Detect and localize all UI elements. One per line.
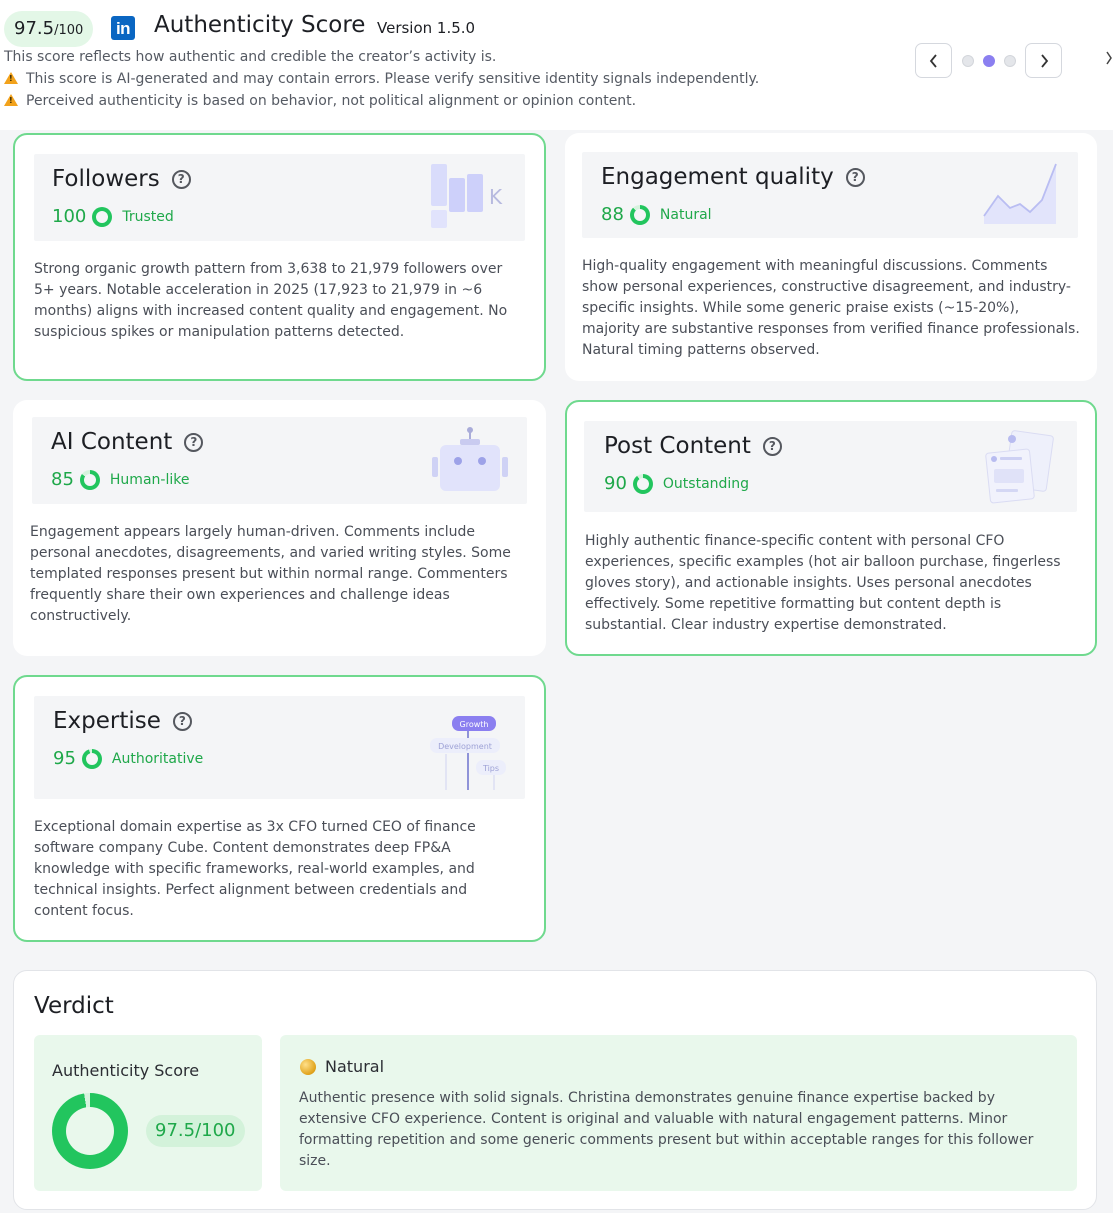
help-icon[interactable]: ? bbox=[763, 437, 782, 456]
prev-button[interactable] bbox=[915, 43, 952, 78]
card-score bbox=[53, 748, 203, 769]
followers-bars-icon bbox=[429, 162, 509, 228]
robot-icon bbox=[430, 425, 510, 495]
card-title bbox=[53, 708, 192, 734]
overall-score-value: 97.5 bbox=[14, 18, 55, 39]
score-ring-icon bbox=[82, 749, 102, 769]
score-value: 90 bbox=[604, 473, 627, 494]
verdict-state-text: Natural bbox=[325, 1057, 385, 1076]
score-ring-icon bbox=[80, 470, 100, 490]
pagination-dot-1[interactable] bbox=[962, 55, 974, 67]
score-label: Natural bbox=[659, 206, 712, 223]
card-engagement-quality[interactable] bbox=[565, 133, 1097, 381]
card-expertise[interactable] bbox=[13, 675, 546, 942]
next-button[interactable] bbox=[1025, 43, 1062, 78]
help-icon[interactable]: ? bbox=[846, 168, 865, 187]
warning-icon bbox=[4, 94, 18, 106]
post-documents-icon bbox=[982, 429, 1062, 505]
verdict-panel bbox=[13, 970, 1097, 1210]
chevron-right-icon bbox=[1039, 54, 1049, 68]
card-title-text: Expertise bbox=[53, 708, 161, 734]
card-body: Strong organic growth pattern from 3,638 to 21,979 followers over 5+ years. Notable acceleration in 2025 (17,923 to 21,979 in ~6 months) aligns with increased content quality and engagement. No suspicious spikes or manipulation patterns detected. bbox=[34, 261, 508, 340]
verdict-score-box bbox=[34, 1035, 262, 1191]
card-title bbox=[51, 429, 203, 455]
card-body: High-quality engagement with meaningful discussions. Comments show personal experiences, constructive disagreement, and industry-specific insights. While some generic praise exists (~15-20%), majority are substantive responses from verified finance professionals. Natural timing patterns observed. bbox=[582, 258, 1080, 358]
warning-icon bbox=[4, 72, 18, 84]
verdict-score-value: 97.5/100 bbox=[146, 1115, 245, 1147]
illustration-k-text: K bbox=[489, 185, 503, 209]
card-engagement-header bbox=[582, 152, 1078, 238]
edge-cursor-icon bbox=[1105, 48, 1113, 68]
score-ring-icon bbox=[633, 474, 653, 494]
card-score bbox=[51, 469, 189, 490]
header bbox=[0, 0, 1113, 130]
card-body: Exceptional domain expertise as 3x CFO turned CEO of finance software company Cube. Content demonstrates deep FP&A knowledge with specific frameworks, real-world examples, and technical insights. Perfect alignment between credentials and content focus. bbox=[34, 819, 476, 919]
score-value: 95 bbox=[53, 748, 76, 769]
card-title-text: Followers bbox=[52, 166, 160, 192]
version-label: Version 1.5.0 bbox=[377, 19, 476, 37]
card-post-content-header bbox=[584, 421, 1077, 512]
help-icon[interactable]: ? bbox=[172, 170, 191, 189]
gold-coin-icon bbox=[300, 1059, 316, 1075]
card-body: Engagement appears largely human-driven. Comments include personal anecdotes, disagreements, and varied writing styles. Some templated responses present but within normal range. Commenters frequently share their own experiences and challenge ideas constructively. bbox=[30, 524, 511, 624]
card-followers[interactable] bbox=[13, 133, 546, 381]
card-title-text: Engagement quality bbox=[601, 164, 834, 190]
warning-text-political: Perceived authenticity is based on behavior, not political alignment or opinion content. bbox=[26, 93, 637, 109]
warning-text-ai: This score is AI-generated and may contain errors. Please verify sensitive identity signals independently. bbox=[26, 71, 760, 87]
warning-line-political bbox=[4, 93, 636, 109]
verdict-donut-icon bbox=[52, 1093, 128, 1169]
help-icon[interactable]: ? bbox=[184, 433, 203, 452]
card-ai-content-header bbox=[32, 417, 527, 504]
verdict-title: Verdict bbox=[34, 993, 114, 1019]
card-score bbox=[52, 206, 174, 227]
card-body: Highly authentic finance-specific content with personal CFO experiences, specific examples (hot air balloon purchase, fingerless gloves story), and actionable insights. Uses personal anecdotes effectively. Some repetitive formatting but content depth is substantial. Clear industry expertise demonstrated. bbox=[585, 533, 1061, 633]
score-label: Outstanding bbox=[662, 475, 750, 492]
tag-growth-text: Growth bbox=[459, 720, 489, 729]
card-followers-header bbox=[34, 154, 525, 241]
card-expertise-header bbox=[34, 696, 525, 799]
card-ai-content[interactable] bbox=[13, 400, 546, 656]
card-title bbox=[52, 166, 191, 192]
card-post-content[interactable] bbox=[565, 400, 1097, 656]
card-title-text: Post Content bbox=[604, 433, 751, 459]
verdict-state bbox=[300, 1057, 384, 1076]
verdict-score-label: Authenticity Score bbox=[52, 1061, 200, 1080]
overall-score-badge bbox=[4, 11, 93, 47]
pagination-dot-2[interactable] bbox=[983, 55, 995, 67]
verdict-text: Authentic presence with solid signals. Christina demonstrates genuine finance expertise backed by extensive CFO experience. Content is original and valuable with natural engagement patterns. Minor formatting repetition and some generic comments present but within acceptable ranges for this follower size. bbox=[299, 1090, 1034, 1169]
score-ring-icon bbox=[630, 205, 650, 225]
score-label: Trusted bbox=[122, 208, 174, 225]
card-title bbox=[601, 164, 865, 190]
chevron-left-icon bbox=[929, 54, 939, 68]
score-value: 100 bbox=[52, 206, 87, 227]
expertise-tree-icon bbox=[426, 714, 516, 792]
help-icon[interactable]: ? bbox=[173, 712, 192, 731]
card-title bbox=[604, 433, 782, 459]
card-title-text: AI Content bbox=[51, 429, 173, 455]
score-ring-icon bbox=[92, 207, 112, 227]
tag-development-text: Development bbox=[438, 742, 492, 751]
tag-tips-text: Tips bbox=[482, 764, 500, 773]
card-score bbox=[601, 204, 712, 225]
score-label: Authoritative bbox=[111, 750, 204, 767]
engagement-chart-icon bbox=[980, 160, 1062, 228]
pagination-dot-3[interactable] bbox=[1004, 55, 1016, 67]
verdict-summary-box bbox=[280, 1035, 1077, 1191]
linkedin-logo-icon: in bbox=[111, 16, 135, 40]
page-title: Authenticity Score bbox=[154, 12, 366, 38]
score-description: This score reflects how authentic and credible the creator’s activity is. bbox=[4, 49, 497, 65]
score-label: Human-like bbox=[109, 471, 190, 488]
score-value: 88 bbox=[601, 204, 624, 225]
warning-line-ai bbox=[4, 71, 759, 87]
overall-score-suffix: /100 bbox=[54, 23, 84, 38]
card-score bbox=[604, 473, 749, 494]
score-value: 85 bbox=[51, 469, 74, 490]
